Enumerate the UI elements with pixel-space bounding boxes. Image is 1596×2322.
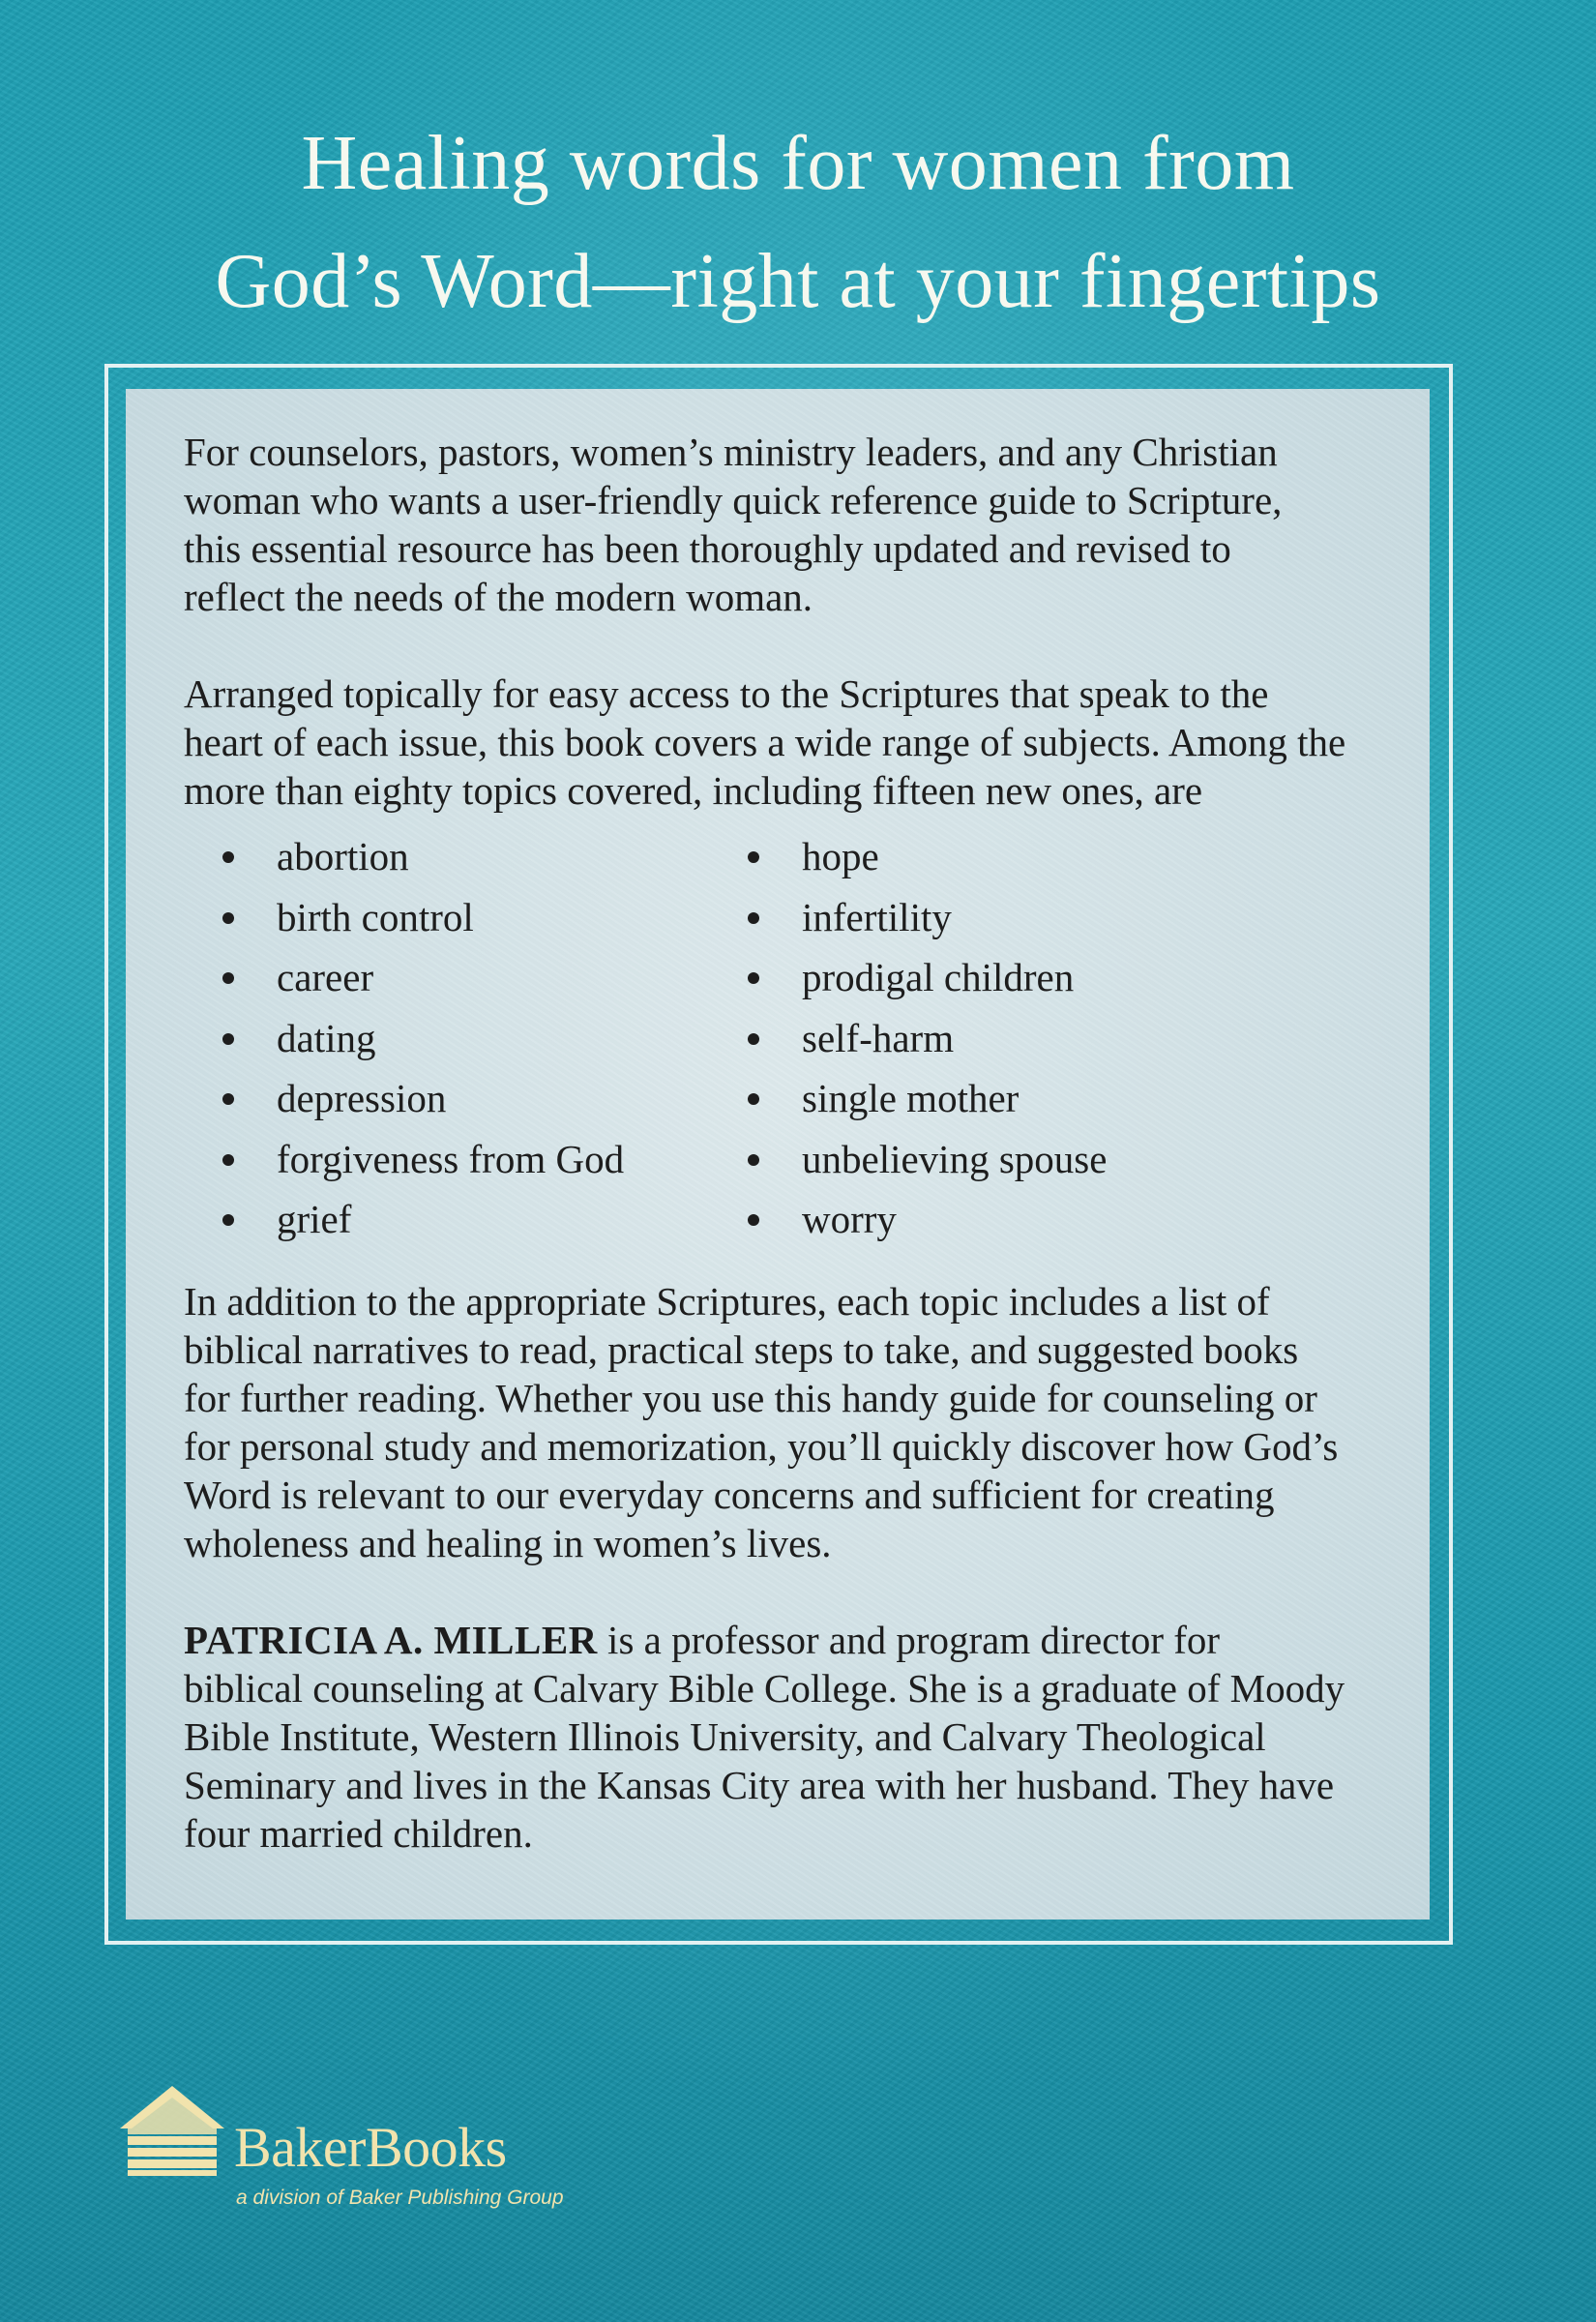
house-icon [116,2080,228,2179]
bullet-icon [748,912,759,924]
bullet-icon [222,1033,234,1045]
topic-label: infertility [802,894,952,939]
details-line: wholeness and healing in women’s lives. [184,1520,832,1565]
bullet-icon [748,1093,759,1105]
cover-headline [0,104,1596,341]
topic-list-left [222,832,748,1256]
list-item [222,1014,748,1075]
list-item [222,832,748,893]
list-item [748,1074,1107,1135]
author-bio-line [184,1616,1383,1664]
author-bio-line: biblical counseling at Calvary Bible College. She is a graduate of Moody [184,1665,1345,1711]
topic-label: depression [277,1076,447,1120]
topics-intro-line: heart of each issue, this book covers a wide range of subjects. Among the [184,720,1346,764]
bullet-icon [222,1214,234,1226]
topic-label: single mother [802,1076,1020,1120]
details-line: for personal study and memorization, you’ll quickly discover how God’s [184,1423,1339,1469]
list-item [748,1135,1107,1196]
topic-label: unbelieving spouse [802,1136,1108,1181]
author-name: PATRICIA A. MILLER [184,1617,598,1662]
list-item [748,1195,1107,1256]
bullet-icon [748,1033,759,1045]
topic-label: forgiveness from God [277,1136,625,1181]
details-line: In addition to the appropriate Scriptures, each topic includes a list of [184,1278,1270,1324]
topics-intro-line: more than eighty topics covered, including fifteen new ones, are [184,768,1203,813]
details-line: for further reading. Whether you use this handy guide for counseling or [184,1375,1317,1420]
list-item [748,832,1107,893]
details-line: biblical narratives to read, practical steps to take, and suggested books [184,1326,1299,1372]
topic-label: prodigal children [802,955,1075,999]
paragraph-spacer [184,1567,1430,1616]
publisher-name: BakerBooks [234,2116,507,2179]
topics-intro-line: Arranged topically for easy access to the Scriptures that speak to the [184,671,1269,716]
details-paragraph [184,1277,1383,1567]
topic-label: worry [802,1197,897,1241]
topic-label: career [277,955,374,999]
topic-label: grief [277,1197,352,1241]
bullet-icon [748,972,759,984]
bullet-icon [222,912,234,924]
list-item [222,893,748,954]
author-bio [184,1616,1383,1858]
list-item [748,1014,1107,1075]
author-bio-text: is a professor and program director for [597,1617,1221,1662]
details-line: Word is relevant to our everyday concerns and sufficient for creating [184,1472,1275,1517]
topic-label: dating [277,1015,376,1060]
bullet-icon [222,1093,234,1105]
topic-label: birth control [277,894,474,939]
topic-label: hope [802,834,879,878]
topic-label: abortion [277,834,409,878]
author-bio-line: Bible Institute, Western Illinois University, and Calvary Theological [184,1713,1266,1759]
bullet-icon [748,1154,759,1166]
topic-label: self-harm [802,1015,955,1060]
intro-line: For counselors, pastors, women’s ministry leaders, and any Christian [184,430,1278,474]
author-bio-line: Seminary and lives in the Kansas City area with her husband. They have [184,1762,1335,1807]
topics-intro-paragraph [184,670,1383,815]
description-panel [126,389,1430,1920]
headline-line-2: God’s Word—right at your fingertips [215,239,1381,324]
publisher-tagline: a division of Baker Publishing Group [236,2187,564,2209]
list-item [222,953,748,1014]
intro-line: reflect the needs of the modern woman. [184,575,813,619]
list-item [748,953,1107,1014]
bullet-icon [222,972,234,984]
topic-lists [222,832,1430,1256]
list-item [222,1074,748,1135]
bullet-icon [748,1214,759,1226]
intro-paragraph [184,428,1383,621]
author-bio-line: four married children. [184,1810,533,1856]
list-item [748,893,1107,954]
paragraph-spacer [184,621,1430,670]
bullet-icon [748,851,759,863]
intro-line: this essential resource has been thoroughly updated and revised to [184,526,1231,571]
list-item [222,1195,748,1256]
publisher-logo [116,2074,619,2219]
list-item [222,1135,748,1196]
topic-list-right [748,832,1107,1256]
bullet-icon [222,851,234,863]
bullet-icon [222,1154,234,1166]
headline-line-1: Healing words for women from [301,121,1295,206]
intro-line: woman who wants a user-friendly quick reference guide to Scripture, [184,478,1283,522]
